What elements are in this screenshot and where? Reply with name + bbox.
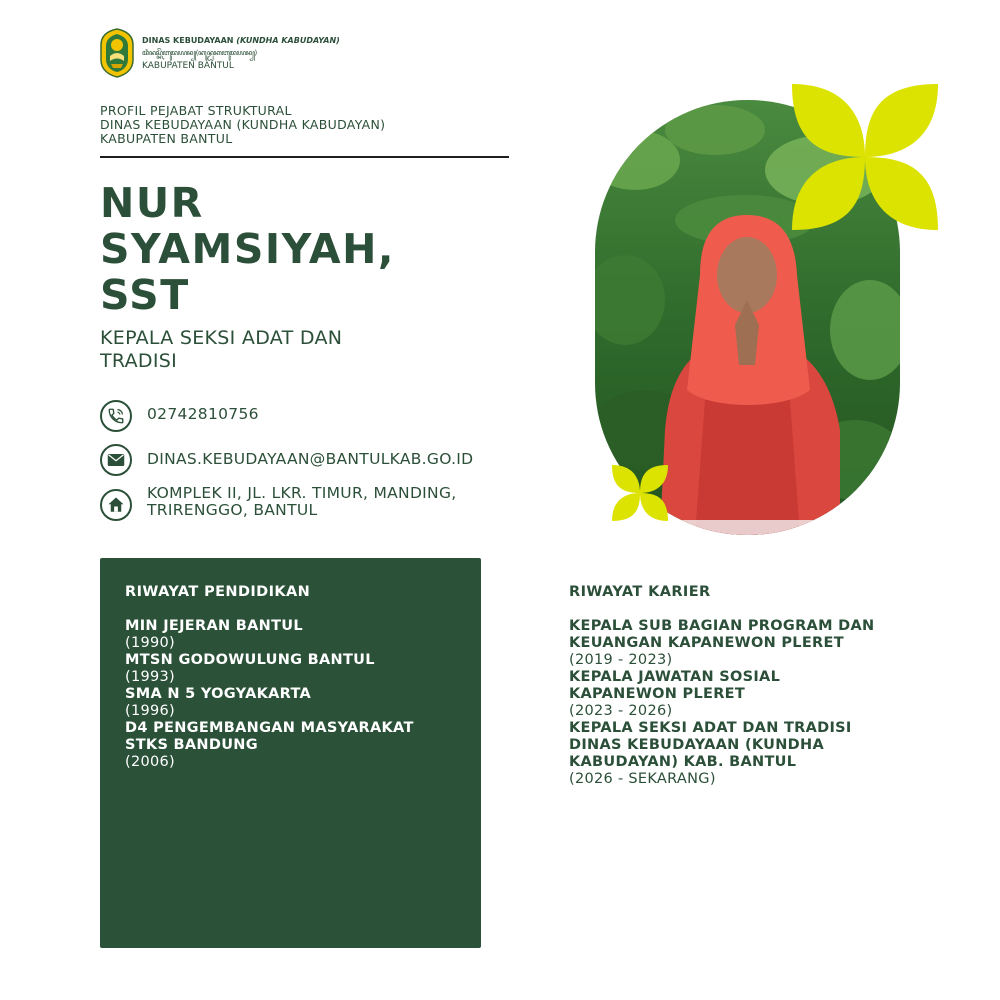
contact-address bbox=[147, 485, 456, 519]
education-item-title: SMA N 5 YOGYAKARTA bbox=[125, 686, 312, 702]
education-title: RIWAYAT PENDIDIKAN bbox=[125, 584, 311, 600]
person-name bbox=[100, 180, 540, 318]
education-item-year: (1993) bbox=[125, 669, 176, 685]
person-name-line: NUR bbox=[100, 179, 204, 227]
education-panel bbox=[100, 558, 481, 948]
education-item-title: MIN JEJERAN BANTUL bbox=[125, 618, 303, 634]
person-name-line: SYAMSIYAH, bbox=[100, 225, 395, 273]
profile-heading-line: DINAS KEBUDAYAAN (KUNDHA KABUDAYAN) bbox=[100, 117, 386, 132]
bantul-regency-emblem-icon bbox=[100, 28, 134, 78]
career-item-period: (2026 - SEKARANG) bbox=[569, 771, 716, 787]
org-region: KABUPATEN BANTUL bbox=[142, 61, 234, 71]
phone-icon bbox=[100, 400, 132, 432]
education-item-year: (2006) bbox=[125, 754, 176, 770]
mail-icon bbox=[100, 444, 132, 476]
career-item-title: KEPALA JAWATAN SOSIAL KAPANEWON PLERET bbox=[569, 669, 781, 702]
profile-heading bbox=[100, 104, 520, 146]
org-name-javanese-script: ꦢꦶꦤꦱ꧀ꦏꦼꦧꦸꦢꦪꦤ꧀(ꦏꦸꦤ꧀ꦝꦏꦧꦸꦢꦪꦤ꧀) bbox=[142, 49, 257, 57]
person-position bbox=[100, 327, 420, 373]
org-logo-header bbox=[100, 28, 370, 80]
contact-address-line: TRIRENGGO, BANTUL bbox=[147, 501, 318, 519]
career-item-period: (2019 - 2023) bbox=[569, 652, 673, 668]
education-item-year: (1996) bbox=[125, 703, 176, 719]
person-position-line: TRADISI bbox=[100, 350, 178, 372]
career-title: RIWAYAT KARIER bbox=[569, 584, 711, 600]
person-position-line: KEPALA SEKSI ADAT DAN bbox=[100, 327, 343, 349]
decorative-flower-icon bbox=[792, 84, 938, 230]
contact-phone: 02742810756 bbox=[147, 405, 259, 423]
education-item-title: MTSN GODOWULUNG BANTUL bbox=[125, 652, 375, 668]
person-name-line: SST bbox=[100, 271, 190, 319]
decorative-flower-small-icon bbox=[612, 465, 668, 521]
education-item-year: (1990) bbox=[125, 635, 176, 651]
contact-address-line: KOMPLEK II, JL. LKR. TIMUR, MANDING, bbox=[147, 484, 457, 502]
profile-heading-line: KABUPATEN BANTUL bbox=[100, 131, 233, 146]
career-list bbox=[569, 618, 909, 788]
contact-email: DINAS.KEBUDAYAAN@BANTULKAB.GO.ID bbox=[147, 450, 474, 468]
profile-heading-line: PROFIL PEJABAT STRUKTURAL bbox=[100, 103, 292, 118]
career-item-title: KEPALA SEKSI ADAT DAN TRADISI DINAS KEBUDAYAAN (KUNDHA KABUDAYAN) KAB. BANTUL bbox=[569, 720, 852, 770]
org-name: DINAS KEBUDAYAAN (KUNDHA KABUDAYAN) bbox=[142, 36, 340, 45]
education-item-title: D4 PENGEMBANGAN MASYARAKAT STKS BANDUNG bbox=[125, 720, 414, 753]
career-item-title: KEPALA SUB BAGIAN PROGRAM DAN KEUANGAN KAPANEWON PLERET bbox=[569, 618, 875, 651]
education-list bbox=[125, 618, 455, 771]
career-item-period: (2023 - 2026) bbox=[569, 703, 673, 719]
home-icon bbox=[100, 489, 132, 521]
heading-divider bbox=[100, 156, 509, 158]
